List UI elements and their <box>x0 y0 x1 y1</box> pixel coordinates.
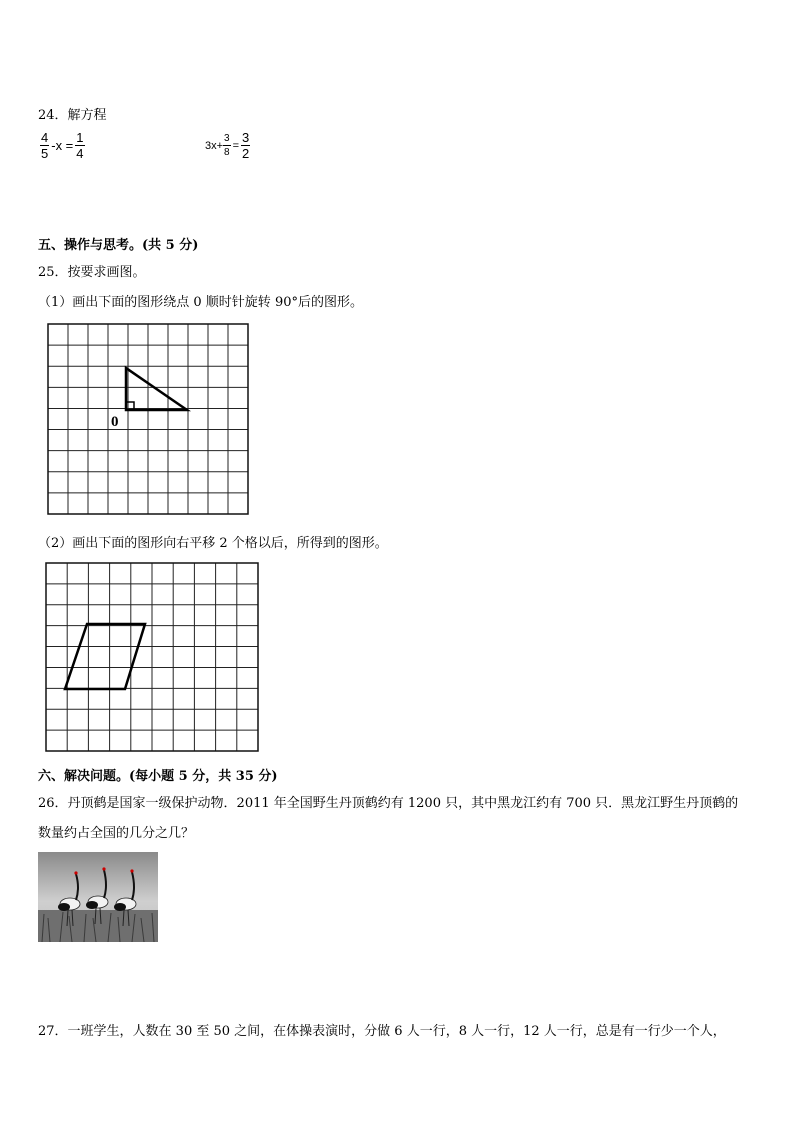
fraction: $\frac{4}{5}$ <box>41 130 49 161</box>
q25-part2: （2）画出下面的图形向右平移 2 个格以后，所得到的图形。 <box>38 536 388 551</box>
q25-title: 25．按要求画图。 <box>38 265 146 280</box>
q24-title: 24．解方程 <box>38 108 107 123</box>
equation-1 <box>40 130 85 161</box>
right-triangle <box>126 368 187 410</box>
equation-term: 3x+ <box>205 139 224 152</box>
section6-heading: 六、解决问题。(每小题 5 分，共 35 分) <box>38 769 278 784</box>
parallelogram <box>65 624 145 689</box>
fraction: $\frac{1}{4}$ <box>76 130 84 161</box>
section5-heading: 五、操作与思考。(共 5 分) <box>38 238 199 253</box>
rotation-grid <box>45 322 251 516</box>
fraction: $\frac{3}{8}$ <box>224 133 230 158</box>
crane-photo <box>38 852 158 942</box>
point-o-label: 0 <box>111 414 119 430</box>
q25-part1: （1）画出下面的图形绕点 0 顺时针旋转 90°后的图形。 <box>38 295 363 310</box>
q26-line1: 26．丹顶鹤是国家一级保护动物．2011 年全国野生丹顶鹤约有 1200 只，其中黑龙江约有 700 只．黑龙江野生丹顶鹤的 <box>38 796 739 811</box>
equation-2 <box>205 130 250 161</box>
q26-line2: 数量约占全国的几分之几？ <box>38 826 195 841</box>
fraction: $\frac{3}{2}$ <box>242 130 250 161</box>
q27-line1: 27．一班学生，人数在 30 至 50 之间，在体操表演时，分做 6 人一行，8 人一行，12 人一行，总是有一行少一个人， <box>38 1024 726 1039</box>
equation-operator: -x = <box>51 138 74 153</box>
equation-operator: = <box>232 139 240 152</box>
translation-grid <box>44 561 260 753</box>
